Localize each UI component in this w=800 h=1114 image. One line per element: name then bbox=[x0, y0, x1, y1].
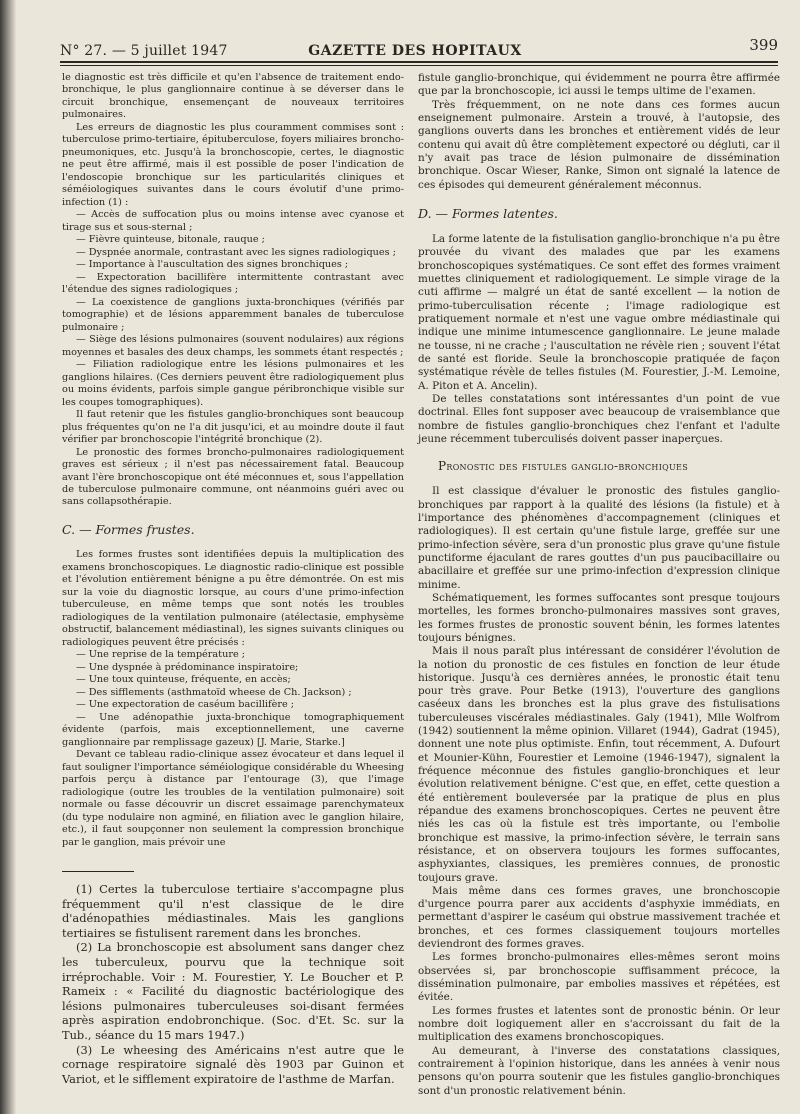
paragraph: De telles constatations sont intéressantes d'un point de vue doctrinal. Elles font supposer avec beaucoup de vraisemblance que nombre de fistules ganglio-bronchiques chez l'enfant et l'adulte jeune récemment tuberculisés doivent passer inaperçues. bbox=[418, 392, 780, 445]
paragraph: Il est classique d'évaluer le pronostic des fistules ganglio-bronchiques par rapport à la qualité des lésions (la fistule) et à l'importance des phénomènes d'accompagnement (cliniques et radiologiques). Il est certain qu'une fistule large, greffée sur une primo-infection sévère, sera d'un pronostic plus grave qu'une fistule punctiforme éjaculant de rares gouttes d'un pus paucibacillaire ou abacillaire et greffée sur une primo-infection d'expression clinique minime. bbox=[418, 485, 780, 591]
list-item: — Une dyspnée à prédominance inspiratoire; bbox=[76, 661, 299, 673]
list-item: — Une expectoration de caséum bacillifère ; bbox=[76, 699, 295, 711]
paragraph: Il faut retenir que les fistules ganglio-bronchiques sont beaucoup plus fréquentes qu'on ne l'a dit jusqu'ici, et au moindre doute il faut vérifier par bronchoscopie l'intégrité bronchique (2). bbox=[62, 409, 404, 446]
footnote: (3) Le wheesing des Américains n'est autre que le cornage respiratoire signalé dès 1903 par Guinon et Variot, et le sifflement expiratoire de l'asthme de Marfan. bbox=[62, 1042, 404, 1086]
book-binding-shadow bbox=[0, 0, 16, 1114]
paragraph: Les formes frustes et latentes sont de pronostic bénin. Or leur nombre doit logiquement aller en s'accroissant du fait de la multiplication des examens bronchoscopiques. bbox=[418, 1004, 780, 1044]
list-item: — Une reprise de la température ; bbox=[76, 649, 246, 661]
list-item: — Une adénopathie juxta-bronchique tomographiquement évidente (parfois, mais exceptionnellement, une caverne ganglionnaire par remplissage gazeux) [J. Marie, Starke.] bbox=[62, 711, 404, 748]
list-item: — Dyspnée anormale, contrastant avec les signes radiologiques ; bbox=[76, 246, 396, 258]
paragraph: Les formes broncho-pulmonaires elles-mêmes seront moins observées si, par bronchoscopie suffisamment précoce, la dissémination pulmonaire, par embolies massives et répétées, est évitée. bbox=[418, 951, 780, 1004]
page-number: 399 bbox=[749, 36, 778, 54]
paragraph: le diagnostic est très difficile et qu'en l'absence de traitement endo-bronchique, le plus ganglionnaire continue à se déverser dans le circuit bronchique, ensemençant de nouveaux territoires pulmonaires. bbox=[62, 72, 404, 121]
header-rule-thick bbox=[60, 61, 778, 63]
paragraph: Schématiquement, les formes suffocantes sont presque toujours mortelles, les formes broncho-pulmonaires massives sont graves, les formes frustes de pronostic souvent bénin, les formes latentes toujours bénignes. bbox=[418, 591, 780, 644]
paragraph: Mais il nous paraît plus intéressant de considérer l'évolution de la notion du pronostic de ces fistules en fonction de leur étude historique. Jusqu'à ces dernières années, le pronostic était tenu pour très grave. Pour Betke (1913), l'ouverture des ganglions caséeux dans les bronches est la plus grave des fistulisations tuberculeuses viscérales médiastinales. Galy (1941), Mlle Wolfrom (1942) soutiennent la même opinion. Villaret (1944), Gadrat (1945), donnent une note plus optimiste. Enfin, tout récemment, A. Dufourt et Mounier-Kühn, Fourestier et Lemoine (1946-1947), signalent la fréquence méconnue des fistules ganglio-bronchiques et leur évolution relativement bénigne. C'est que, en effet, cette question a été entièrement bouleversée par la pratique de plus en plus répandue des examens bronchoscopiques. Certes ne peuvent être niés les cas où la fistule est très importante, ou l'embolie bronchique est massive, la primo-infection sévère, le terrain sans résistance, et on observera toujours les formes suffocantes, asphyxiantes, classiques, les premières connues, de pronostic toujours grave. bbox=[418, 645, 780, 884]
list-item: — Filiation radiologique entre les lésions pulmonaires et les ganglions hilaires. (Ces derniers peuvent être radiologiquement plus ou moins évidents, parfois simple gangue péribronchique visible sur les coupes tomographiques). bbox=[62, 359, 404, 408]
section-heading-c: C. — Formes frustes. bbox=[62, 521, 195, 537]
left-column bbox=[62, 72, 404, 1086]
list-item: — La coexistence de ganglions juxta-bronchiques (vérifiés par tomographie) et de lésions apparemment banales de tuberculose pulmonaire ; bbox=[62, 296, 404, 333]
paragraph: Les erreurs de diagnostic les plus couramment commises sont : tuberculose primo-tertiaire, épituberculose, foyers miliaires broncho-pneumoniques, etc. Jusqu'à la bronchoscopie, certes, le diagnostic ne peut être affirmé, mais il est possible de poser l'indication de l'endoscopie bronchique sur les particularités cliniques et séméiologiques suivantes dans le cours évolutif d'une primo-infection (1) : bbox=[62, 121, 404, 208]
paragraph: Mais même dans ces formes graves, une bronchoscopie d'urgence pourra parer aux accidents d'asphyxie immédiats, en permettant d'aspirer le caséum qui obstrue massivement trachée et bronches, et ces formes classiquement toujours mortelles deviendront des formes graves. bbox=[418, 884, 780, 951]
section-heading-d: D. — Formes latentes. bbox=[418, 205, 558, 221]
paragraph: Le pronostic des formes broncho-pulmonaires radiologiquement graves est sérieux ; il n'est pas nécessairement fatal. Beaucoup avant l'ère bronchoscopique ont été méconnues et, sous l'appellation de tuberculose pulmonaire commune, ont néanmoins guéri avec ou sans collapsothérapie. bbox=[62, 446, 404, 508]
footnote: (1) Certes la tuberculose tertiaire s'accompagne plus fréquemment qu'il n'est classique de le dire d'adénopathies médiastinales. Mais les ganglions tertiaires se fistulisent rarement dans les bronches. bbox=[62, 882, 404, 940]
list-item: — Importance à l'auscultation des signes bronchiques ; bbox=[76, 259, 349, 271]
list-item: — Des sifflements (asthmatoïd wheese de Ch. Jackson) ; bbox=[76, 686, 352, 698]
paragraph: Les formes frustes sont identifiées depuis la multiplication des examens bronchoscopiques. Le diagnostic radio-clinique est possible et l'évolution entièrement bénigne a pu être démontrée. On est mis sur la voie du diagnostic lorsque, au cours d'une primo-infection tuberculeuse, en même temps que sont notés les troubles radiologiques de la ventilation pulmonaire (atélectasie, emphysème obstructif, balancement médiastinal), les signes suivants cliniques ou radiologiques peuvent être précisés : bbox=[62, 549, 404, 648]
paragraph: fistule ganglio-bronchique, qui évidemment ne pourra être affirmée que par la bronchoscopie, ici aussi le temps ultime de l'examen. bbox=[418, 72, 780, 98]
list-item: — Fièvre quinteuse, bitonale, rauque ; bbox=[76, 234, 265, 246]
issue-date: N° 27. — 5 juillet 1947 bbox=[60, 43, 228, 59]
list-item: — Une toux quinteuse, fréquente, en accès; bbox=[76, 674, 291, 686]
journal-title: GAZETTE DES HOPITAUX bbox=[308, 43, 522, 59]
paragraph: Devant ce tableau radio-clinique assez évocateur et dans lequel il faut souligner l'importance séméiologique considérable du Wheesing parfois perçu à distance par l'entourage (3), que l'image radiologique (outre les troubles de la ventilation pulmonaire) soit normale ou fasse découvrir un discret essaimage parenchymateux (du type nodulaire non agminé, en filiation avec le ganglion hilaire, etc.), il faut soupçonner non seulement la compression bronchique par le ganglion, mais prévoir une bbox=[62, 749, 404, 848]
header-rule-thin bbox=[60, 65, 778, 66]
footnote: (2) La bronchoscopie est absolument sans danger chez les tuberculeux, pourvu que la technique soit irréprochable. Voir : M. Fourestier, Y. Le Boucher et P. Rameix : « Facilité du diagnostic bactériologique des lésions pulmonaires tuberculeuses soi-disant fermées après aspiration endobronchique. (Soc. d'Et. Sc. sur la Tub., séance du 15 mars 1947.) bbox=[62, 940, 404, 1042]
footnote-rule bbox=[62, 871, 134, 872]
list-item: — Siège des lésions pulmonaires (souvent nodulaires) aux régions moyennes et basales des deux champs, les sommets étant respectés ; bbox=[62, 334, 404, 358]
paragraph: La forme latente de la fistulisation ganglio-bronchique n'a pu être prouvée du vivant des malades que par les examens bronchoscopiques systématiques. Ce sont effet des formes vraiment muettes cliniquement et radiologiquement. Le simple virage de la cuti affirme — malgré un état de santé excellent — la notion de primo-tuberculisation récente ; l'image radiologique est pratiquement normale et n'est une vague ombre médiastinale qui indique une minime intumescence ganglionnaire. Le jeune malade ne tousse, ni ne crache ; l'auscultation ne révèle rien ; souvent l'état de santé est floride. Seule la bronchoscopie pratiquée de façon systématique révèle de telles fistules (M. Fourestier, J.-M. Lemoine, A. Piton et A. Ancelin). bbox=[418, 233, 780, 392]
section-heading-prognosis: Pronostic des fistules ganglio-bronchiques bbox=[438, 459, 688, 474]
right-column bbox=[418, 72, 780, 1098]
paragraph: Au demeurant, à l'inverse des constatations classiques, contrairement à l'opinion historique, dans les années à venir nous pensons qu'on pourra soutenir que les fistules ganglio-bronchiques sont d'un pronostic relativement bénin. bbox=[418, 1044, 780, 1097]
paragraph: Très fréquemment, on ne note dans ces formes aucun enseignement pulmonaire. Arstein a trouvé, à l'autopsie, des ganglions ouverts dans les bronches et entièrement vidés de leur contenu qui avait dû être complètement expectoré ou dégluti, car il n'y avait pas trace de lésion pulmonaire de dissémination bronchique. Oscar Wieser, Ranke, Simon ont signalé la latence de ces épisodes qui demeurent généralement méconnus. bbox=[418, 98, 780, 191]
list-item: — Expectoration bacillifère intermittente contrastant avec l'étendue des signes radiologiques ; bbox=[62, 271, 404, 296]
list-item: — Accès de suffocation plus ou moins intense avec cyanose et tirage sus et sous-sternal ; bbox=[62, 209, 404, 233]
